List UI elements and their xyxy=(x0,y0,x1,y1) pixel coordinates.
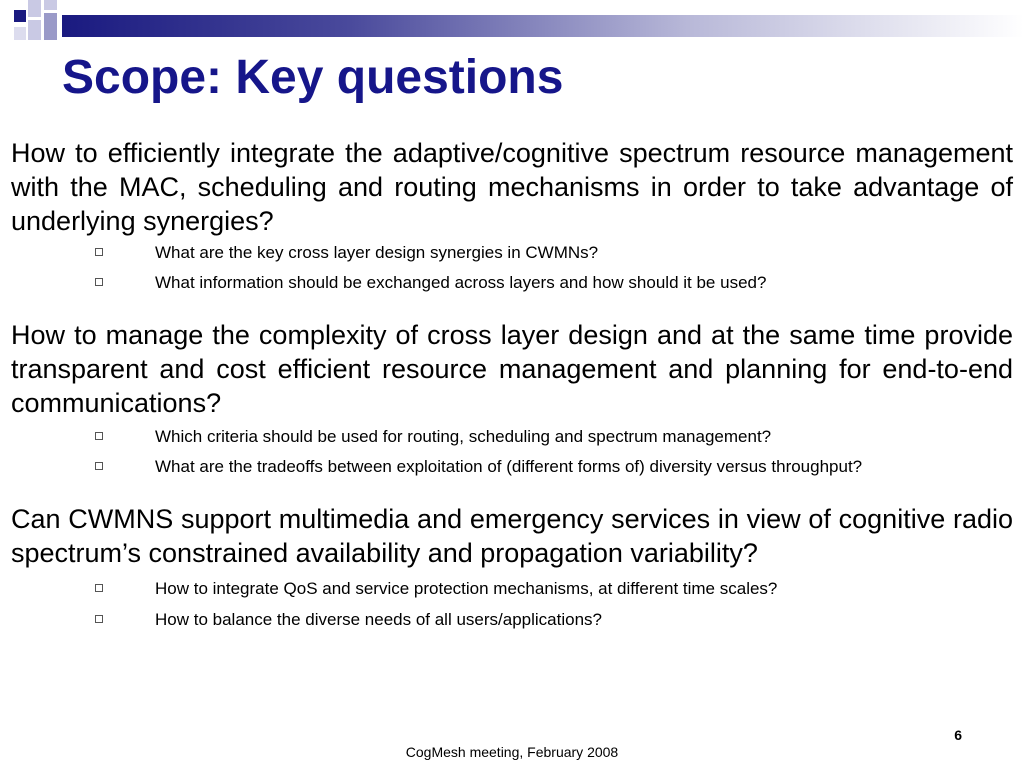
header-banner xyxy=(62,15,1024,37)
question-1-bullets xyxy=(11,242,1013,294)
bullet-text: What information should be exchanged across layers and how should it be used? xyxy=(155,273,767,292)
question-3: Can CWMNS support multimedia and emergency services in view of cognitive radio spectrum’s constrained availability and propagation variability? xyxy=(11,504,1013,568)
slide-content xyxy=(11,136,1013,640)
bullet-item xyxy=(11,456,1013,478)
bullet-text: What are the key cross layer design synergies in CWMNs? xyxy=(155,243,599,262)
bullet-item xyxy=(11,272,1013,294)
question-2: How to manage the complexity of cross layer design and at the same time provide transparent and cost efficient resource management and planning for end-to-end communications? xyxy=(11,320,1013,418)
decorative-square xyxy=(14,10,26,22)
bullet-item xyxy=(11,426,1013,448)
square-bullet-icon xyxy=(95,432,103,440)
square-bullet-icon xyxy=(95,615,103,623)
question-3-bullets xyxy=(11,578,1013,631)
slide-title: Scope: Key questions xyxy=(62,51,564,104)
bullet-item xyxy=(11,578,1013,600)
question-2-bullets xyxy=(11,426,1013,478)
question-1: How to efficiently integrate the adaptive/cognitive spectrum resource management with the MAC, scheduling and routing mechanisms in order to take advantage of underlying synergies? xyxy=(11,138,1013,236)
bullet-text: How to integrate QoS and service protection mechanisms, at different time scales? xyxy=(155,579,778,598)
page-number: 6 xyxy=(954,727,962,743)
bullet-item xyxy=(11,609,1013,631)
bullet-text: Which criteria should be used for routing, scheduling and spectrum management? xyxy=(155,427,772,446)
decorative-square xyxy=(14,27,26,40)
square-bullet-icon xyxy=(95,462,103,470)
decorative-square xyxy=(44,13,57,40)
bullet-text: What are the tradeoffs between exploitation of (different forms of) diversity versus throughput? xyxy=(155,457,863,476)
decorative-square xyxy=(28,0,41,17)
square-bullet-icon xyxy=(95,584,103,592)
bullet-text: How to balance the diverse needs of all users/applications? xyxy=(155,610,602,629)
square-bullet-icon xyxy=(95,248,103,256)
decorative-square xyxy=(44,0,57,10)
slide-footer: CogMesh meeting, February 2008 xyxy=(405,744,619,760)
bullet-item xyxy=(11,242,1013,264)
square-bullet-icon xyxy=(95,278,103,286)
decorative-square xyxy=(28,20,41,40)
